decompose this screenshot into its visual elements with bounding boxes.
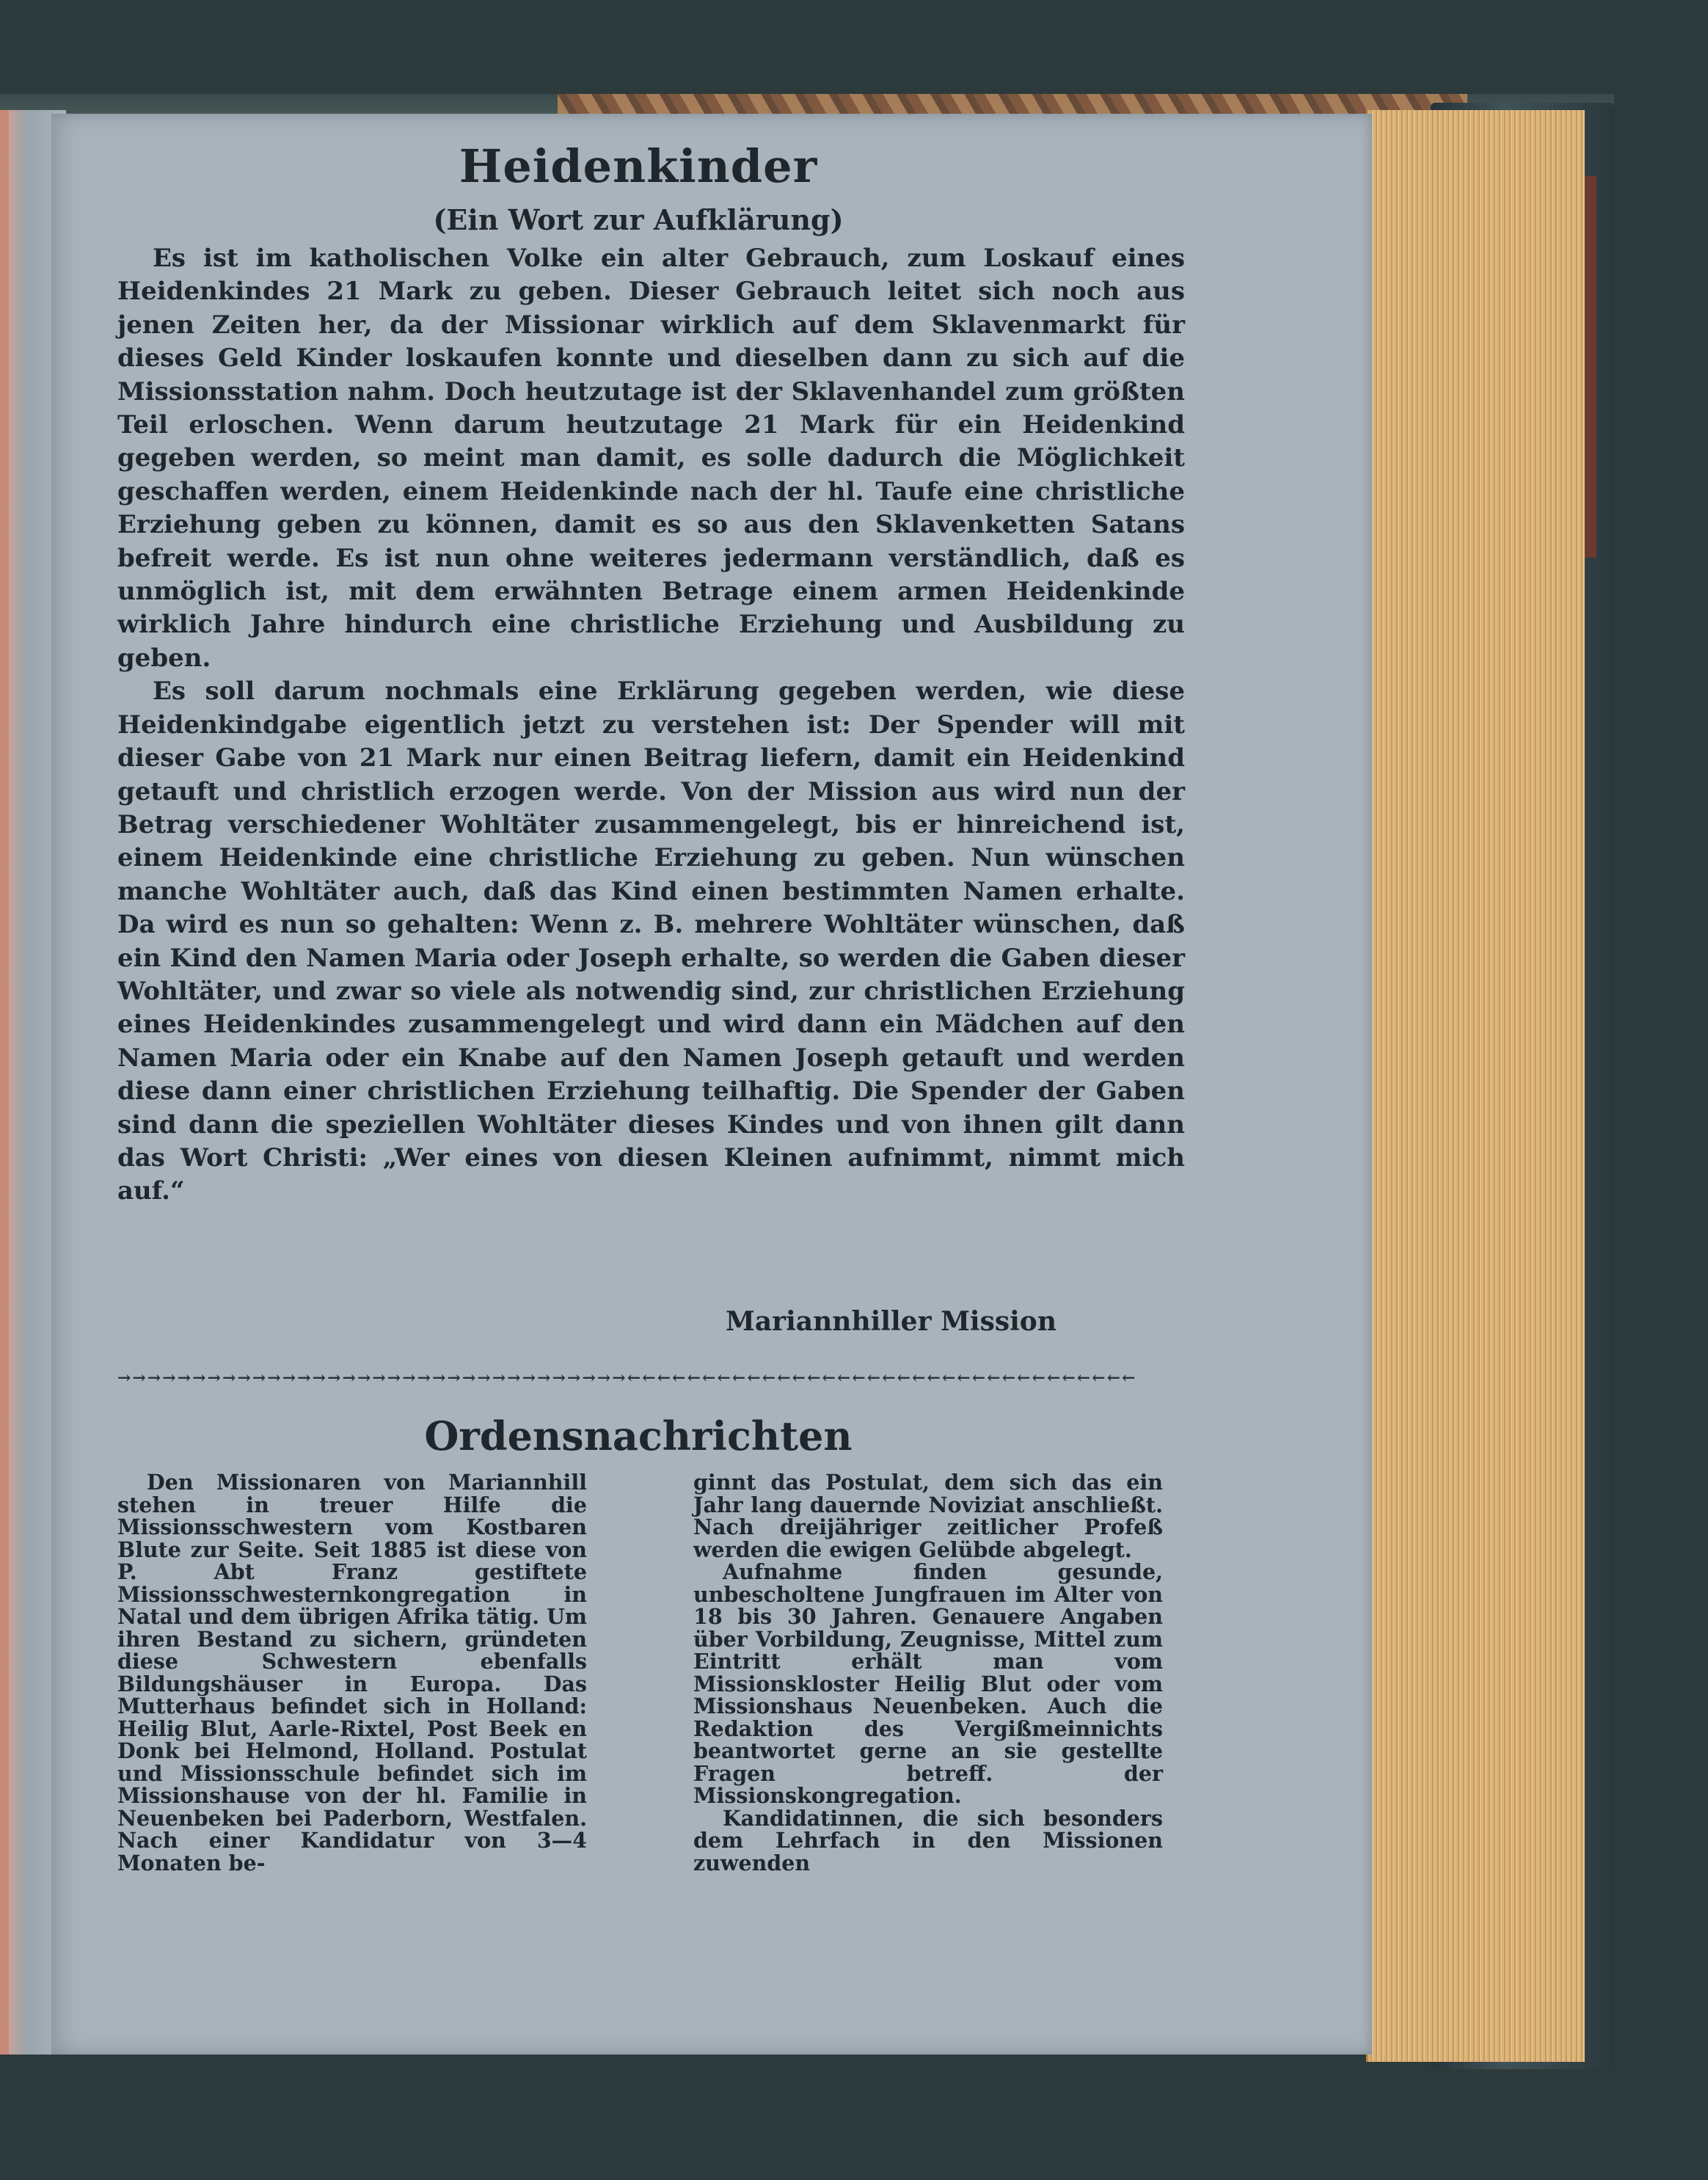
page-stack-edge [1366, 110, 1585, 2062]
paragraph: Es soll darum nochmals eine Erklärung gegeben werden, wie diese Heidenkindgabe eigentlich jetzt zu verstehen ist: Der Spender will mit dieser Gabe von 21 Mark nur einen Beitrag liefern, damit ein Heidenkind getauft und christlich erzogen werde. Von der Mission aus wird nun der Betrag verschiedener Wohltäter zusammengelegt, bis er hinreichend ist, einem Heidenkinde eine christliche Erziehung zu geben. Nun wünschen manche Wohltäter auch, daß das Kind einen bestimmten Namen erhalte. Da wird es nun so gehalten: Wenn z. B. mehrere Wohltäter wünschen, daß ein Kind den Namen Maria oder Joseph erhalte, so werden die Gaben dieser Wohltäter, und zwar so viele als notwendig sind, zur christlichen Erziehung eines Heidenkindes zusammengelegt und wird dann ein Mädchen auf den Namen Maria oder ein Knabe auf den Namen Joseph getauft und werden diese dann einer christlichen Erziehung teilhaftig. Die Spender der Gaben sind dann die speziellen Wohltäter dieses Kindes und von ihnen gilt dann das Wort Christi: „Wer eines von diesen Kleinen aufnimmt, nimmt mich auf.“ [117, 677, 1185, 1206]
column-right [693, 1471, 1163, 1874]
ornamental-divider: →→→→→→→→→→→→→→→→→→→→→→→→→→→→→→→→→→←←←←←←←←←←←←←←←←←←←←←←←←←←←←←←←←←← [117, 1368, 1137, 1388]
paragraph: ginnt das Postulat, dem sich das ein Jahr lang dauernde Noviziat anschließt. Nach dreijähriger zeitlicher Profeß werden die ewigen Gelübde abgelegt. [693, 1470, 1163, 1562]
paragraph: Es ist im katholischen Volke ein alter Gebrauch, zum Loskauf eines Heidenkindes 21 Mark zu geben. Dieser Gebrauch leitet sich noch aus jenen Zeiten her, da der Missionar wirklich auf dem Sklavenmarkt für dieses Geld Kinder loskaufen konnte und dieselben dann zu sich auf die Missionsstation nahm. Doch heutzutage ist der Sklavenhandel zum größten Teil erloschen. Wenn darum heutzutage 21 Mark für ein Heidenkind gegeben werden, so meint man damit, es solle dadurch die Möglichkeit geschaffen werden, einem Heidenkinde nach der hl. Taufe eine christliche Erziehung geben zu können, damit es so aus den Sklavenketten Satans befreit werde. Es ist nun ohne weiteres jedermann verständlich, daß es unmöglich ist, mit dem erwähnten Betrage einem armen Heidenkinde wirklich Jahre hindurch eine christliche Erziehung und Ausbildung zu geben. [117, 244, 1185, 673]
signature: Mariannhiller Mission [725, 1306, 1056, 1337]
paragraph: Aufnahme finden gesunde, unbescholtene Jungfrauen im Alter von 18 bis 30 Jahren. Genauere Angaben über Vorbildung, Zeugnisse, Mittel zum Eintritt erhält man vom Missionskloster Heilig Blut oder vom Missionshaus Neuenbeken. Auch die Redaktion des Vergißmeinnichts beantwortet gerne an sie gestellte Fragen betreff. der Missionskongregation. [693, 1559, 1163, 1808]
paragraph: Den Missionaren von Mariannhill stehen in treuer Hilfe die Missionsschwestern vom Kostbaren Blute zur Seite. Seit 1885 ist diese von P. Abt Franz gestiftete Missionsschwesternkongregation in Natal und dem übrigen Afrika tätig. Um ihren Bestand zu sichern, gründeten diese Schwestern ebenfalls Bildungshäuser in Europa. Das Mutterhaus befindet sich in Holland: Heilig Blut, Aarle-Rixtel, Post Beek en Donk bei Helmond, Holland. Postulat und Missionsschule befindet sich im Missionshause von der hl. Familie in Neuenbeken bei Paderborn, Westfalen. Nach einer Kandidatur von 3—4 Monaten be- [117, 1470, 587, 1875]
article-body [117, 242, 1185, 1209]
paragraph: Kandidatinnen, die sich besonders dem Lehrfach in den Missionen zuwenden [693, 1805, 1163, 1875]
article-title: Heidenkinder [459, 139, 818, 193]
facing-page-margin [0, 110, 9, 2055]
section-title: Ordensnachrichten [424, 1412, 853, 1459]
article-subtitle: (Ein Wort zur Aufklärung) [433, 203, 844, 236]
column-left [117, 1471, 587, 1874]
